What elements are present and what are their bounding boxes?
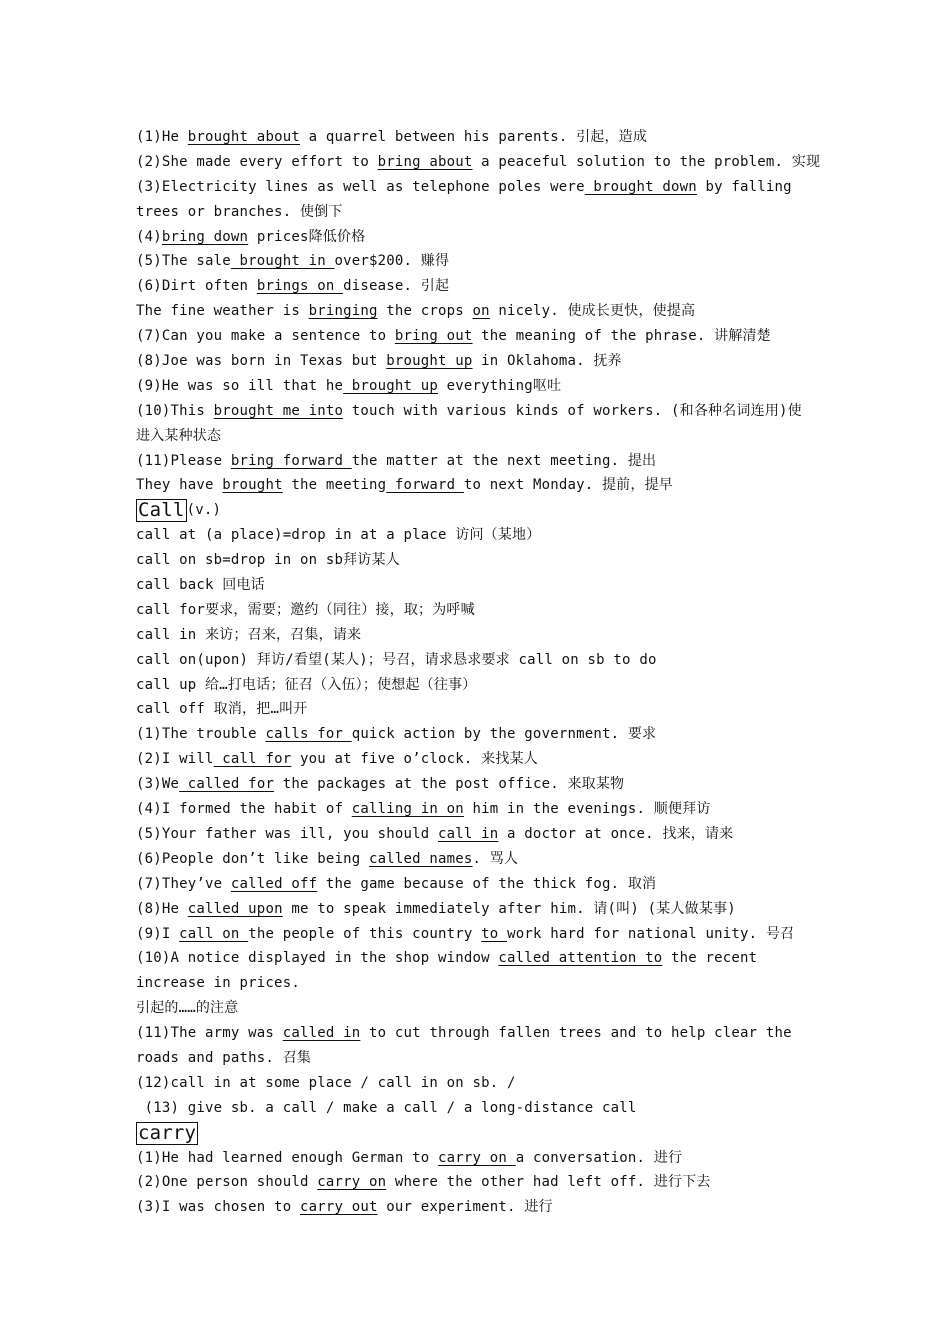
text-segment: (2)She made every effort to bbox=[136, 153, 378, 170]
underlined-phrase: call for bbox=[213, 751, 292, 768]
underlined-phrase: called attention to bbox=[498, 950, 663, 967]
text-segment: me to speak immediately after him. 请(叫) (某人做某事) bbox=[282, 900, 736, 917]
text-line bbox=[136, 1170, 836, 1195]
underlined-phrase: brought bbox=[222, 477, 283, 494]
heading-word: Call bbox=[138, 499, 185, 522]
text-segment: a peaceful solution to the problem. 实现 bbox=[472, 153, 821, 170]
text-line bbox=[136, 324, 836, 349]
text-line bbox=[136, 424, 836, 449]
text-segment: the matter at the next meeting. 提出 bbox=[351, 452, 657, 469]
text-line bbox=[136, 996, 836, 1021]
text-segment: (7)Can you make a sentence to bbox=[136, 328, 395, 345]
text-segment: (1)He had learned enough German to bbox=[136, 1149, 439, 1166]
text-segment: (4)I formed the habit of bbox=[136, 801, 352, 818]
text-line bbox=[136, 847, 836, 872]
text-segment: you at five o’clock. 来找某人 bbox=[291, 751, 538, 768]
underlined-phrase: brought up bbox=[386, 353, 473, 370]
text-segment: roads and paths. 召集 bbox=[136, 1049, 312, 1066]
text-segment: (13) give sb. a call / make a call / a long-distance call bbox=[136, 1099, 637, 1116]
section-heading-carry bbox=[136, 1121, 836, 1146]
underlined-phrase: forward bbox=[386, 477, 464, 494]
text-segment: (6)Dirt often bbox=[136, 278, 257, 295]
text-segment: . 骂人 bbox=[472, 850, 519, 867]
text-segment: the meeting bbox=[282, 477, 387, 494]
text-segment: trees or branches. 使倒下 bbox=[136, 203, 343, 220]
text-segment: (2)I will bbox=[136, 751, 214, 768]
text-segment: (3)Electricity lines as well as telephone poles were bbox=[136, 178, 585, 195]
underlined-phrase: called in bbox=[282, 1025, 361, 1042]
text-segment: (2)One person should bbox=[136, 1174, 318, 1191]
underlined-phrase: call on bbox=[179, 925, 249, 942]
underlined-phrase: brought about bbox=[187, 129, 300, 145]
text-line bbox=[136, 150, 836, 175]
text-line bbox=[136, 274, 836, 299]
text-line bbox=[136, 1071, 836, 1096]
text-line bbox=[136, 1096, 836, 1121]
text-segment: They have bbox=[136, 477, 223, 494]
text-segment: (3)I was chosen to bbox=[136, 1199, 300, 1216]
text-line bbox=[136, 249, 836, 274]
underlined-phrase: bring about bbox=[377, 153, 473, 170]
underlined-phrase: calling in on bbox=[351, 801, 464, 818]
text-segment: call at (a place)=drop in at a place 访问（某地） bbox=[136, 527, 541, 544]
text-segment: (5)Your father was ill, you should bbox=[136, 825, 439, 842]
text-segment: the meaning of the phrase. 讲解清楚 bbox=[472, 328, 771, 345]
underlined-phrase: called upon bbox=[187, 900, 283, 917]
text-segment: 进入某种状态 bbox=[136, 427, 222, 444]
section-heading-call bbox=[136, 498, 836, 523]
text-segment: (3)We bbox=[136, 776, 180, 793]
text-segment: The fine weather is bbox=[136, 303, 309, 320]
text-segment: prices降低价格 bbox=[248, 228, 366, 245]
text-line bbox=[136, 822, 836, 847]
text-line bbox=[136, 747, 836, 772]
text-segment: disease. 引起 bbox=[343, 278, 450, 295]
text-segment: to next Monday. 提前，提早 bbox=[463, 477, 673, 494]
text-segment: call on(upon) 拜访/看望(某人)；号召，请求恳求要求 call on sb to do bbox=[136, 651, 657, 668]
underlined-phrase: bring down bbox=[161, 228, 249, 245]
underlined-phrase: call in bbox=[438, 825, 499, 842]
text-segment: (8)He bbox=[136, 900, 188, 917]
text-segment: touch with various kinds of workers. (和各种名词连用)使 bbox=[343, 402, 802, 419]
text-segment: a conversation. 进行 bbox=[515, 1149, 683, 1166]
text-line bbox=[136, 872, 836, 897]
underlined-phrase: brought up bbox=[343, 377, 439, 394]
text-segment: the people of this country bbox=[248, 925, 482, 942]
heading-suffix: (v.) bbox=[186, 502, 222, 519]
text-line bbox=[136, 299, 836, 324]
text-line bbox=[136, 897, 836, 922]
underlined-phrase: to bbox=[481, 925, 508, 942]
text-segment: the crops bbox=[377, 303, 473, 320]
text-line bbox=[136, 548, 836, 573]
text-line bbox=[136, 473, 836, 498]
text-segment: work hard for national unity. 号召 bbox=[507, 925, 795, 942]
text-line bbox=[136, 523, 836, 548]
text-segment: (1)The trouble bbox=[136, 726, 266, 743]
document-page bbox=[136, 125, 836, 1220]
text-segment: (6)People don’t like being bbox=[136, 850, 369, 867]
text-line bbox=[136, 374, 836, 399]
text-line bbox=[136, 722, 836, 747]
underlined-phrase: brought down bbox=[584, 178, 697, 195]
text-line bbox=[136, 797, 836, 822]
text-segment: nicely. 使成长更快，使提高 bbox=[489, 303, 696, 320]
underlined-phrase: called off bbox=[230, 875, 318, 892]
text-segment: call off 取消，把…叫开 bbox=[136, 701, 308, 718]
underlined-phrase: calls for bbox=[265, 726, 352, 743]
text-segment: (5)The sale bbox=[136, 253, 231, 270]
text-segment: (10)A notice displayed in the shop window bbox=[136, 950, 499, 967]
underlined-phrase: brings on bbox=[256, 278, 344, 295]
text-segment: a quarrel between his parents. 引起，造成 bbox=[299, 129, 648, 145]
text-line bbox=[136, 772, 836, 797]
text-line bbox=[136, 673, 836, 698]
text-segment: (7)They’ve bbox=[136, 875, 231, 892]
text-segment: call on sb=drop in on sb拜访某人 bbox=[136, 552, 400, 569]
underlined-phrase: called for bbox=[179, 776, 275, 793]
underlined-phrase: brought in bbox=[230, 253, 335, 270]
text-line bbox=[136, 1195, 836, 1220]
underlined-phrase: carry on bbox=[438, 1149, 516, 1166]
text-line bbox=[136, 623, 836, 648]
text-line bbox=[136, 399, 836, 424]
text-segment: to cut through fallen trees and to help clear the bbox=[360, 1025, 792, 1042]
underlined-phrase: bringing bbox=[308, 303, 378, 320]
text-line bbox=[136, 125, 836, 150]
text-segment: call up 给…打电话；征召（入伍）；使想起（往事） bbox=[136, 676, 477, 693]
text-segment: (1)He bbox=[136, 129, 188, 145]
text-line bbox=[136, 971, 836, 996]
text-segment: him in the evenings. 顺便拜访 bbox=[463, 801, 711, 818]
text-segment: in Oklahoma. 抚养 bbox=[472, 353, 622, 370]
underlined-phrase: bring forward bbox=[230, 452, 352, 469]
text-line bbox=[136, 697, 836, 722]
text-line bbox=[136, 1046, 836, 1071]
text-segment: the recent bbox=[662, 950, 758, 967]
text-segment: call in 来访；召来，召集，请来 bbox=[136, 626, 362, 643]
text-line bbox=[136, 449, 836, 474]
text-segment: (10)This bbox=[136, 402, 214, 419]
text-segment: everything呕吐 bbox=[438, 377, 562, 394]
text-line bbox=[136, 1146, 836, 1171]
text-segment: where the other had left off. 进行下去 bbox=[386, 1174, 711, 1191]
text-segment: (8)Joe was born in Texas but bbox=[136, 353, 387, 370]
text-segment: (9)I bbox=[136, 925, 180, 942]
text-segment: call for要求，需要；邀约（同往）接，取；为呼喊 bbox=[136, 601, 475, 618]
text-segment: call back 回电话 bbox=[136, 577, 265, 594]
text-line bbox=[136, 946, 836, 971]
text-segment: 引起的……的注意 bbox=[136, 1000, 239, 1017]
text-segment: our experiment. 进行 bbox=[377, 1199, 553, 1216]
underlined-phrase: carry on bbox=[317, 1174, 387, 1191]
text-line bbox=[136, 175, 836, 200]
text-line bbox=[136, 1021, 836, 1046]
underlined-phrase: brought me into bbox=[213, 402, 344, 419]
text-line bbox=[136, 648, 836, 673]
text-segment: increase in prices. bbox=[136, 975, 300, 992]
text-segment: the packages at the post office. 来取某物 bbox=[274, 776, 625, 793]
text-line bbox=[136, 598, 836, 623]
underlined-phrase: carry out bbox=[299, 1199, 378, 1216]
text-segment: over$200. 赚得 bbox=[334, 253, 450, 270]
underlined-phrase: bring out bbox=[394, 328, 473, 345]
text-segment: the game because of the thick fog. 取消 bbox=[317, 875, 657, 892]
text-segment: (4) bbox=[136, 228, 162, 245]
text-line bbox=[136, 573, 836, 598]
text-segment: (11)Please bbox=[136, 452, 231, 469]
text-line bbox=[136, 922, 836, 947]
text-segment: (9)He was so ill that he bbox=[136, 377, 344, 394]
text-line bbox=[136, 200, 836, 225]
heading-word: carry bbox=[138, 1121, 197, 1144]
underlined-phrase: called names bbox=[368, 850, 473, 867]
text-segment: (11)The army was bbox=[136, 1025, 283, 1042]
text-segment: (12)call in at some place / call in on sb. / bbox=[136, 1074, 516, 1091]
text-segment: a doctor at once. 找来，请来 bbox=[498, 825, 734, 842]
underlined-phrase: on bbox=[472, 303, 490, 320]
text-segment: quick action by the government. 要求 bbox=[351, 726, 657, 743]
text-line bbox=[136, 225, 836, 250]
text-line bbox=[136, 349, 836, 374]
text-segment: by falling bbox=[696, 178, 792, 195]
